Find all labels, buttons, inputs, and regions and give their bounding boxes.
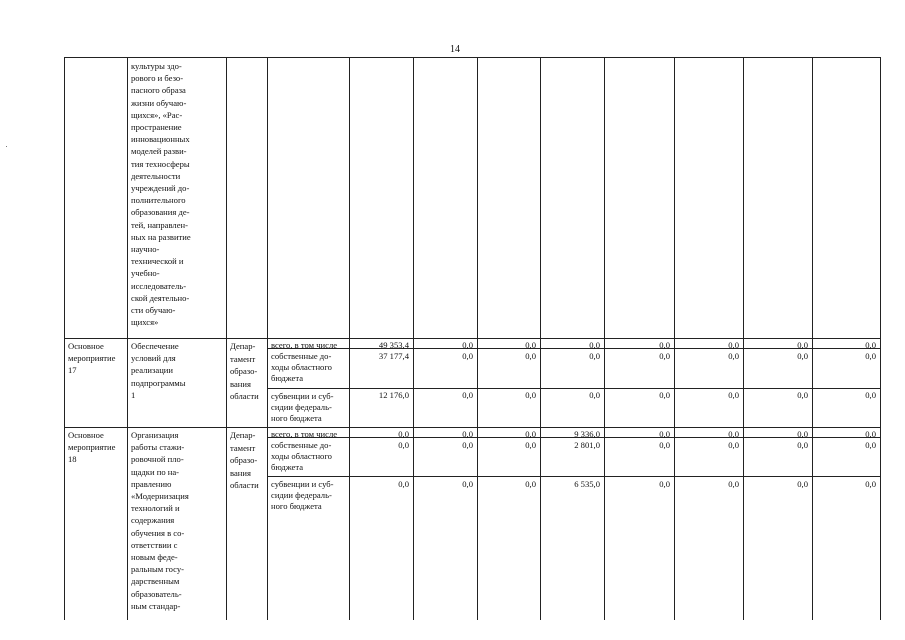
funding-source-line: бюджета <box>271 462 304 473</box>
funding-source-line: сидии федераль- <box>271 402 332 413</box>
amount-cell: 0,0 <box>728 479 739 489</box>
measure-description-line: научно- <box>131 244 160 254</box>
measure-description-line: щихся» <box>131 317 159 328</box>
measure-description-line: ным стандар- <box>131 600 181 611</box>
measure-description-line: Организация <box>131 430 179 440</box>
measure-description-line: культуры здо- <box>131 61 182 71</box>
measure-description-line: подпрограммы <box>131 377 186 388</box>
measure-description-line: ральным госу- <box>131 564 185 575</box>
measure-description-line: ровочной пло- <box>131 454 184 465</box>
measure-description-line: ской деятельно- <box>131 292 190 303</box>
measure-description-line: технической и <box>131 256 184 267</box>
funding-source-line: сидии федераль- <box>271 490 332 501</box>
funding-source-label <box>271 479 348 514</box>
amount-cell: 2 801,0 <box>574 440 600 450</box>
funding-source-line: ного бюджета <box>271 501 322 512</box>
amount-cell: 0,0 <box>525 351 536 361</box>
measure-description-line: содержания <box>131 515 175 526</box>
executor-line: вания <box>230 467 251 478</box>
table-top-border <box>64 57 881 58</box>
amount-cell: 0,0 <box>728 351 739 361</box>
measure-description-line: сти обучаю- <box>131 305 176 315</box>
scan-speck <box>6 146 7 147</box>
measure-name-line: Основное <box>68 430 104 440</box>
funding-source-line: собственные до- <box>271 440 332 450</box>
amount-cell: 0,0 <box>398 429 409 439</box>
amount-cell: 49 353,4 <box>378 340 409 350</box>
amount-cell: 37 177,4 <box>378 351 409 361</box>
funding-source-line: всего, в том числе <box>271 429 338 439</box>
measure-description-line: обучения в со- <box>131 527 185 538</box>
measure-description-line: Обеспечение <box>131 341 179 351</box>
amount-cell: 0,0 <box>865 479 876 489</box>
measure-description-line: дарственным <box>131 576 180 587</box>
measure-description-line: образователь- <box>131 588 182 599</box>
amount-cell: 0,0 <box>525 440 536 450</box>
amount-cell: 0,0 <box>462 340 473 350</box>
measure-description-line: моделей разви- <box>131 146 187 157</box>
measure-description-line: щихся», «Рас- <box>131 109 183 120</box>
amount-cell: 0,0 <box>865 440 876 450</box>
amount-cell: 0,0 <box>462 429 473 439</box>
measure-description-line: щадки по на- <box>131 466 180 477</box>
amount-cell: 0,0 <box>525 429 536 439</box>
amount-cell: 0,0 <box>797 340 808 350</box>
measure-name-line: мероприятие <box>68 353 116 364</box>
amount-cell: 0,0 <box>865 429 876 439</box>
measure-description-line: «Модернизация <box>131 491 189 501</box>
funding-source-line: всего, в том числе <box>271 340 338 350</box>
measure-description-line: 1 <box>131 389 136 400</box>
executor-line: Депар- <box>230 341 256 351</box>
executor-line: области <box>230 480 259 491</box>
measure-name-line: Основное <box>68 341 104 351</box>
measure-description-line: учреждений до- <box>131 183 190 193</box>
measure-name-line: мероприятие <box>68 442 116 453</box>
executor-line: образо- <box>230 366 258 377</box>
measure-description-line: тей, направлен- <box>131 219 188 230</box>
amount-cell: 0,0 <box>728 429 739 439</box>
amount-cell: 0,0 <box>462 479 473 489</box>
amount-cell: 0,0 <box>659 351 670 361</box>
measure-description-line: условий для <box>131 353 176 364</box>
amount-cell: 9 336,0 <box>574 429 600 439</box>
amount-cell: 0,0 <box>797 351 808 361</box>
measure-name-line: 17 <box>68 365 77 376</box>
amount-cell: 0,0 <box>462 390 473 400</box>
executor-line: вания <box>230 378 251 389</box>
amount-cell: 0,0 <box>525 390 536 400</box>
page-number: 14 <box>450 44 460 55</box>
amount-cell: 0,0 <box>797 440 808 450</box>
measure-description-line: рового и безо- <box>131 73 184 84</box>
amount-cell: 12 176,0 <box>378 390 409 400</box>
amount-cell: 0,0 <box>659 429 670 439</box>
amount-cell: 0,0 <box>589 351 600 361</box>
amount-cell: 0,0 <box>728 340 739 350</box>
amount-cell: 0,0 <box>589 340 600 350</box>
measure-description-line: технологий и <box>131 503 180 514</box>
amount-cell: 6 535,0 <box>574 479 600 489</box>
measure-description-line: образования де- <box>131 207 190 218</box>
funding-source-line: собственные до- <box>271 351 332 361</box>
amount-cell: 0,0 <box>659 390 670 400</box>
measure-description-line: исследователь- <box>131 280 187 291</box>
amount-cell: 0,0 <box>589 390 600 400</box>
funding-source-label <box>271 391 348 426</box>
measure-description-line: пасного образа <box>131 85 186 96</box>
amount-cell: 0,0 <box>728 390 739 400</box>
measure-description-line: работы стажи- <box>131 442 185 453</box>
amount-cell: 0,0 <box>525 479 536 489</box>
measure-description-line: ных на развитие <box>131 231 191 242</box>
funding-source-line: бюджета <box>271 373 304 384</box>
funding-source-line: субвенции и суб- <box>271 391 334 401</box>
amount-cell: 0,0 <box>659 440 670 450</box>
funding-source-label <box>271 440 348 475</box>
amount-cell: 0,0 <box>797 429 808 439</box>
executor-line: тамент <box>230 353 256 364</box>
measure-description-line: пространение <box>131 122 182 132</box>
amount-cell: 0,0 <box>797 390 808 400</box>
measure-description-line: тия техносферы <box>131 158 190 169</box>
funding-source-label <box>271 351 348 386</box>
row-18-own-funds-underline <box>267 476 881 477</box>
measure-description-line: инновационных <box>131 134 190 145</box>
measure-description-line: учебно- <box>131 268 160 279</box>
measure-name-line: 18 <box>68 454 77 465</box>
funding-source-line: субвенции и суб- <box>271 479 334 489</box>
measure-description-line: новым феде- <box>131 552 178 562</box>
measure-description-line: ответствии с <box>131 539 178 550</box>
measure-description-line: правлению <box>131 478 172 489</box>
funding-source-line: ного бюджета <box>271 413 322 424</box>
executor-line: образо- <box>230 455 258 466</box>
amount-cell: 0,0 <box>659 479 670 489</box>
amount-cell: 0,0 <box>659 340 670 350</box>
amount-cell: 0,0 <box>398 440 409 450</box>
executor-line: тамент <box>230 442 256 453</box>
measure-description-line: полнительного <box>131 195 186 206</box>
funding-source-line: ходы областного <box>271 362 332 373</box>
amount-cell: 0,0 <box>797 479 808 489</box>
amount-cell: 0,0 <box>865 351 876 361</box>
amount-cell: 0,0 <box>728 440 739 450</box>
measure-description-line: реализации <box>131 365 173 376</box>
measure-description-line: жизни обучаю- <box>131 97 187 108</box>
amount-cell: 0,0 <box>865 340 876 350</box>
amount-cell: 0,0 <box>525 340 536 350</box>
amount-cell: 0,0 <box>398 479 409 489</box>
executor-line: Депар- <box>230 430 256 440</box>
amount-cell: 0,0 <box>462 440 473 450</box>
measure-description-line: деятельности <box>131 170 181 181</box>
funding-source-line: ходы областного <box>271 451 332 462</box>
amount-cell: 0,0 <box>462 351 473 361</box>
amount-cell: 0,0 <box>865 390 876 400</box>
executor-line: области <box>230 391 259 402</box>
